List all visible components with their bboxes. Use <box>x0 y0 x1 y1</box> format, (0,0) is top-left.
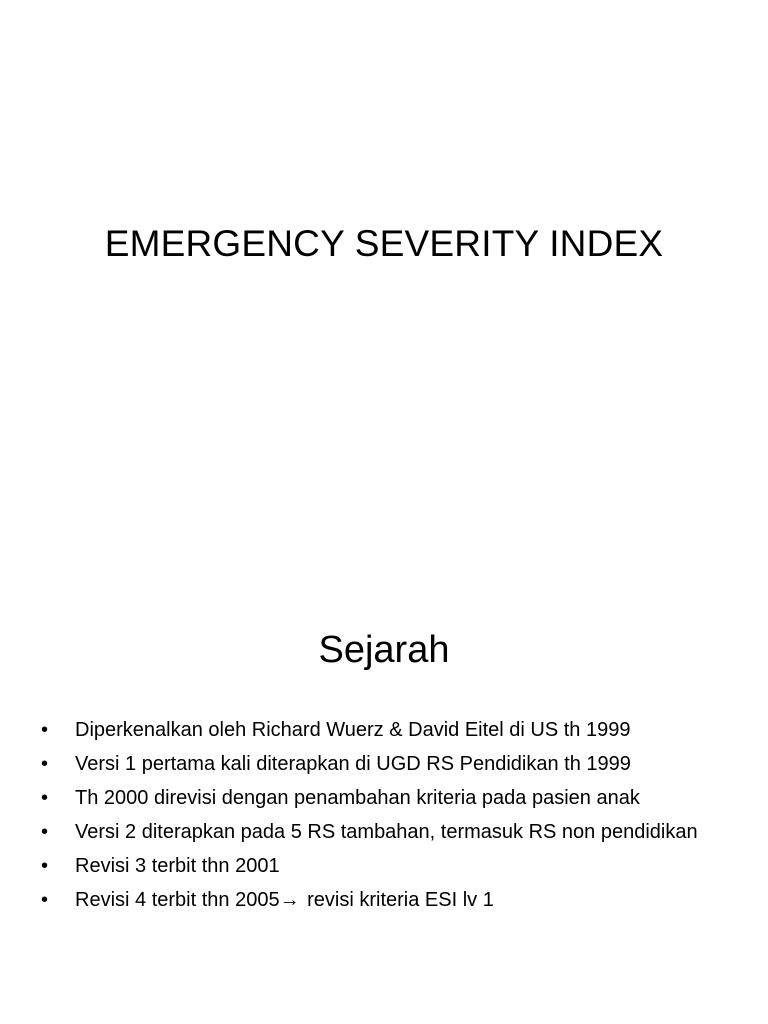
bullet-icon: • <box>41 821 49 843</box>
list-item-text: Diperkenalkan oleh Richard Wuerz & David Eitel di US th 1999 <box>75 719 631 741</box>
list-item <box>40 817 730 847</box>
bullet-icon: • <box>41 787 49 809</box>
slide-sejarah <box>0 512 768 1024</box>
list-item-text-before-arrow: Revisi 4 terbit thn 2005 <box>75 889 280 911</box>
list-item-text: Th 2000 direvisi dengan penambahan kriteria pada pasien anak <box>75 787 640 809</box>
history-bullet-list <box>40 715 730 919</box>
bullet-icon: • <box>41 753 49 775</box>
list-item-text-after-arrow: revisi kriteria ESI lv 1 <box>301 889 494 911</box>
list-item <box>40 783 730 813</box>
list-item <box>40 715 730 745</box>
list-item-text: Versi 2 diterapkan pada 5 RS tambahan, termasuk RS non pendidikan <box>75 821 698 843</box>
slide-title-heading: EMERGENCY SEVERITY INDEX <box>104 223 664 264</box>
right-arrow-icon: → <box>279 889 300 911</box>
list-item <box>40 851 730 881</box>
bullet-icon: • <box>41 889 49 911</box>
list-item <box>40 885 730 915</box>
sejarah-heading: Sejarah <box>318 629 450 671</box>
list-item-text: Versi 1 pertama kali diterapkan di UGD RS Pendidikan th 1999 <box>75 753 631 775</box>
list-item <box>40 749 730 779</box>
bullet-icon: • <box>41 855 49 877</box>
bullet-icon: • <box>41 719 49 741</box>
list-item-text: Revisi 3 terbit thn 2001 <box>75 855 280 877</box>
